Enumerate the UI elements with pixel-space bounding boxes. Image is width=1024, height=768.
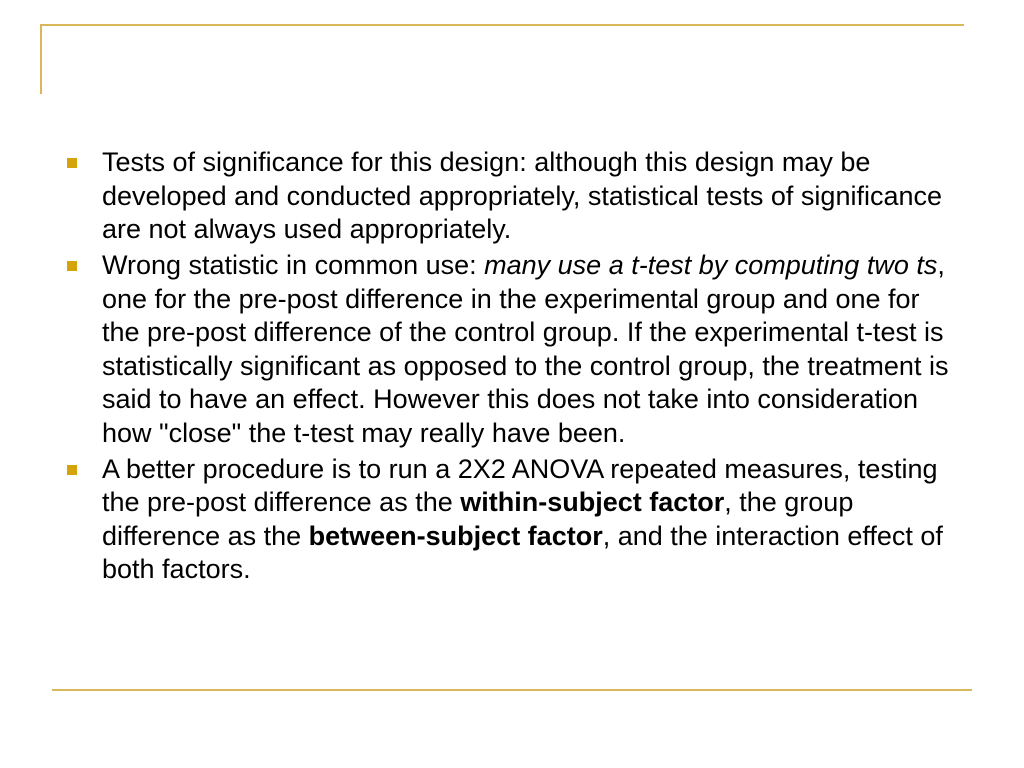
bullet-text — [102, 147, 942, 244]
bullet-item-wrong-statistic — [64, 249, 964, 450]
bullet-segment-italic: many use a t-test by computing two ts — [484, 250, 938, 280]
bullet-segment: Tests of significance for this design: although this design may be developed and conducted appropriately, statistical tests of significance are not always used appropriately. — [102, 147, 943, 244]
frame-top-line — [40, 24, 964, 26]
frame-bottom-line — [52, 689, 972, 691]
bullet-segment: , the group difference as the — [102, 487, 854, 551]
bullet-segment-bold: between-subject factor — [308, 520, 603, 551]
bullet-text — [102, 454, 943, 585]
bullet-list — [64, 146, 964, 589]
square-bullet-icon — [67, 465, 77, 475]
bullet-segment-bold: within-subject factor — [460, 487, 725, 517]
bullet-segment: , one for the pre-post difference in the experimental group and one for the pre-post difference of the control group. If the experimental t-test is statistically significant as opposed to the control group, the treatment is said to have an effect. However this does not take into consideration how "close" the t-test may really have been. — [102, 250, 949, 448]
bullet-segment: , and the interaction effect of both factors. — [102, 520, 943, 584]
bullet-segment: Wrong statistic in common use: — [102, 250, 485, 280]
bullet-text — [102, 250, 948, 448]
bullet-segment: A better procedure is to run a 2X2 ANOVA repeated measures, testing the pre-post difference as the — [102, 453, 938, 517]
square-bullet-icon — [67, 158, 77, 168]
frame-left-line — [40, 24, 42, 94]
square-bullet-icon — [67, 261, 77, 271]
bullet-item-tests-of-significance — [64, 146, 964, 247]
bullet-item-better-procedure — [64, 453, 964, 587]
